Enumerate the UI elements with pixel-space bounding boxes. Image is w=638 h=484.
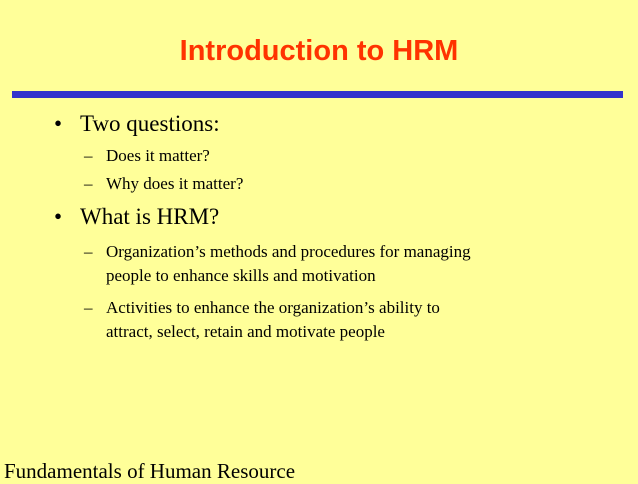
- sub-bullet-activities-cont: [106, 320, 385, 344]
- sub-bullet-text: Organization’s methods and procedures for managing: [106, 242, 471, 261]
- sub-bullet-text: people to enhance skills and motivation: [106, 266, 376, 285]
- slide-title: Introduction to HRM: [179, 35, 459, 67]
- bullet-text: Two questions:: [80, 111, 220, 136]
- sub-bullet-text: attract, select, retain and motivate people: [106, 322, 385, 341]
- slide-footer: Fundamentals of Human Resource: [4, 459, 296, 483]
- bullet-what-is-hrm: [54, 203, 220, 231]
- sub-bullet-text: Why does it matter?: [106, 174, 244, 193]
- dash-glyph: –: [84, 298, 93, 317]
- sub-bullet-why-does-it-matter: [84, 172, 244, 196]
- bullet-two-questions: [54, 110, 220, 138]
- sub-bullet-does-it-matter: [84, 144, 210, 168]
- sub-bullet-methods-procedures-cont: [106, 264, 376, 288]
- bullet-glyph: •: [54, 204, 63, 229]
- sub-bullet-text: Activities to enhance the organization’s ability to: [106, 298, 440, 317]
- sub-bullet-text: Does it matter?: [106, 146, 210, 165]
- dash-glyph: –: [84, 242, 93, 261]
- dash-glyph: –: [84, 146, 93, 165]
- sub-bullet-methods-procedures: [84, 240, 471, 264]
- bullet-glyph: •: [54, 111, 63, 136]
- sub-bullet-activities: [84, 296, 440, 320]
- dash-glyph: –: [84, 174, 93, 193]
- bullet-text: What is HRM?: [80, 204, 220, 229]
